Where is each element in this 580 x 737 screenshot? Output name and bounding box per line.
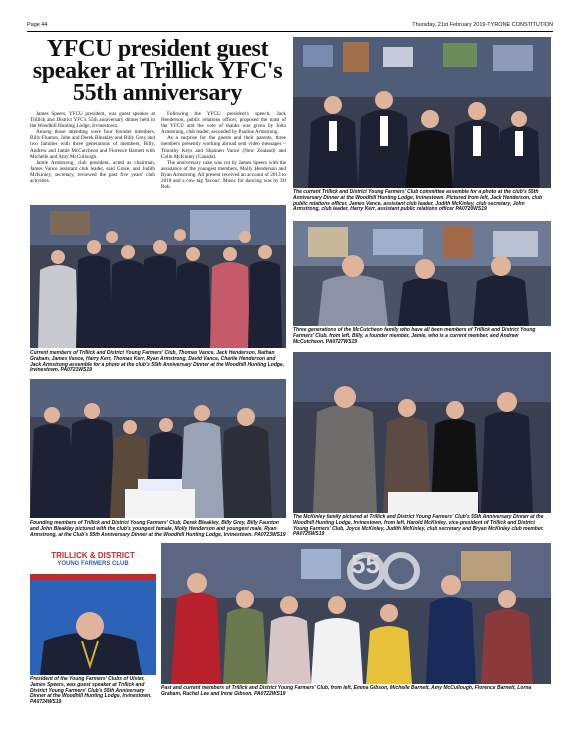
caption-committee: The current Trillick and District Young Farmers' Club committee assemble for a photo at the club's 55th Anniversary Dinner at the Woodhill Hunting Lodge, Irvinestown. Pictured from left, Jack Henderson, club public relations officer, James Vance, assistant club leader, Judith McKinley, club secretary, John Armstrong, club leader, Harry Kerr, assistant public relations officer PA0720WS19 xyxy=(293,189,543,213)
article-paragraph: As a surprise for the guests and their parents, three members presently working abroad sent video messages – Timothy Keys and Shannen Vance (New Zealand) and Colin McKinley (Canada). xyxy=(161,135,286,160)
article-column-1 xyxy=(30,111,155,184)
photo-current-members-image xyxy=(30,205,286,348)
caption-past-current: Past and current members of Trillick and District Young Farmers' Club, from left, Emma Gibson, Michelle Barnett, Amy McCullough, Florence Barnett, Lorna Graham, Rachel Lee and Irene Gibson. PA0722WS19 xyxy=(161,685,532,697)
photo-mckinley-image xyxy=(293,352,551,513)
article-column-2 xyxy=(161,111,286,190)
article-paragraph: Among those attending were four founder members, Billy Fiunton, John and Derek Bleakley and Billy Grey and two families with three generations of members, Billy, Andrew and Jamie McCutcheon and Florence Barnett with Michelle and Amy McCullough. xyxy=(30,129,155,160)
photo-president xyxy=(30,546,156,675)
date-line: Thursday, 21st February 2019-TYRONE CONSTITUTION xyxy=(412,22,553,28)
photo-mccutcheon xyxy=(293,221,551,326)
photo-mckinley xyxy=(293,352,551,513)
photo-founding-image xyxy=(30,379,286,518)
photo-past-current xyxy=(161,543,551,684)
photo-committee-image xyxy=(293,37,551,188)
photo-committee xyxy=(293,37,551,188)
article-paragraph: Following the YFCU president's speech, Jack Henderson, public relations officer, proposed the toast of the YFCU and the vote of thanks was given by John Armstrong, club leader, seconded by Pauline Armstrong. xyxy=(161,111,286,136)
banner-line-1: TRILLICK & DISTRICT xyxy=(51,551,135,560)
photo-current-members xyxy=(30,205,286,348)
headline: YFCU president guest speaker at Trillick YFC's 55th anniversary xyxy=(32,36,283,106)
balloon-number: 55 xyxy=(351,549,380,579)
caption-president: President of the Young Farmers' Clubs of Ulster, James Speers, was guest speaker at Trillick and District Young Farmers' Club's 55th Anniversary Dinner at the Woodhill Hunting Lodge, Irvinestown. PA0724WS19 xyxy=(30,676,152,706)
caption-mckinley: The McKinley family pictured at Trillick and District Young Farmers' Club's 55th Anniversary Dinner at the Woodhill Hunting Lodge, Irvinestown, from left, Harold McKinley, vice-president of Trillick and District Young Farmers' Club, Joyce McKinley, Judith McKinley, club secretary and Bryan McKinley club member. PA0725WS19 xyxy=(293,514,544,538)
caption-founding: Founding members of Trillick and District Young Farmers' Club, Derek Bleakley, Billy Grey, Billy Faunton and John Bleakley pictured with the club's youngest female, Molly Henderson and youngest male, Ryan Armstrong, at the Club's 55th Anniversary Dinner at the Woodhill Hunting Lodge, Irvinestown. PA0723WS19 xyxy=(30,520,286,538)
page-number: Page 44 xyxy=(27,22,48,28)
article-paragraph: The anniversary cake was cut by James Speers with the assistance of the youngest members, Molly Henderson and Ryan Armstrong. All present received an account of 2013 to 2018 and a cow tag 'favour'. Music for dancing was by DJ Bob. xyxy=(161,159,286,191)
article-paragraph: Jamie Armstrong, club president, acted as chairman, James Vance assistant club leader, said Grace, and Judith McKinley, secretary, reviewed the past five years' club activities. xyxy=(30,159,155,185)
banner-line-2: YOUNG FARMERS CLUB xyxy=(57,561,129,567)
article-paragraph: James Speers, YFCU president, was guest speaker at Trillick and District YFC's 55th anniversary dinner held in the Woodhill Hunting Lodge, Irvinestown. xyxy=(30,111,155,130)
photo-mccutcheon-image xyxy=(293,221,551,326)
photo-founding xyxy=(30,379,286,518)
caption-current-members: Current members of Trillick and District Young Farmers' Club, Thomas Vance, Jack Henderson, Nathan Graham, James Vance, Harry Kerr, Thomas Kerr, Ryan Armstrong, David Vance, Charlie Henderson and Jack Armstrong assemble for a photo at the club's 55th Anniversary Dinner at the Woodhill Hunting Lodge, Irvinestown. PA0721WS19 xyxy=(30,350,285,374)
page-header xyxy=(27,21,553,32)
caption-mccutcheon: Three generations of the McCutcheon family who have all been members of Trillick and District Young Farmers' Club, from left, Billy, a founder member, Jamie, who is a current member, and Andrew McCutcheon. PA0727WS19 xyxy=(293,327,536,345)
